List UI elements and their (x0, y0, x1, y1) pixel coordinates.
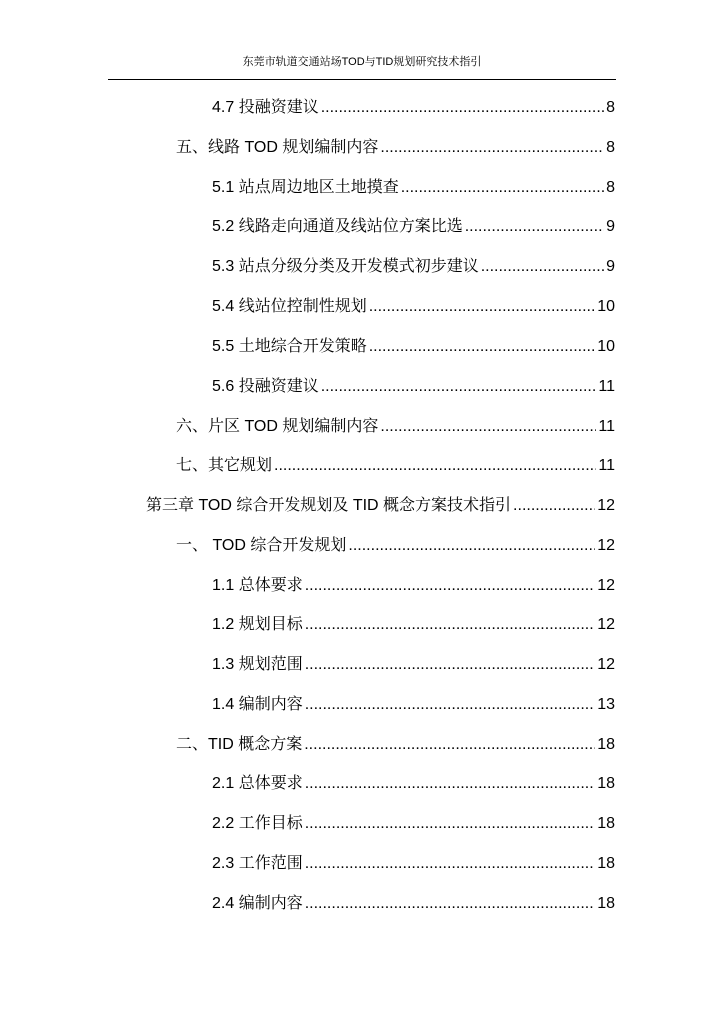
toc-entry-2-1[interactable] (212, 774, 615, 794)
toc-page-number: 18 (597, 855, 615, 872)
toc-entry-2-3[interactable] (212, 854, 615, 874)
toc-entry-label: 1.1 总体要求 (212, 577, 303, 594)
toc-entry-1-3[interactable] (212, 655, 615, 675)
toc-dot-leader (380, 138, 604, 158)
toc-entry-label: 5.4 线站位控制性规划 (212, 298, 367, 315)
toc-dot-leader (305, 854, 596, 874)
toc-entry-5-6[interactable] (212, 377, 615, 397)
toc-dot-leader (305, 576, 596, 596)
toc-entry-5-1[interactable] (212, 178, 615, 198)
toc-entry-label: 5.3 站点分级分类及开发模式初步建议 (212, 258, 479, 275)
toc-entry-label: 2.2 工作目标 (212, 815, 303, 832)
toc-entry-label: 第三章 TOD 综合开发规划及 TID 概念方案技术指引 (146, 497, 512, 514)
toc-entry-4-7[interactable] (212, 98, 615, 118)
toc-entry-section-6[interactable] (176, 417, 615, 437)
toc-page-number: 9 (606, 258, 615, 275)
toc-entry-label: 1.3 规划范围 (212, 656, 303, 673)
toc-dot-leader (305, 774, 596, 794)
toc-page-number: 18 (597, 736, 615, 753)
header-rule (108, 79, 616, 80)
toc-entry-chapter-3[interactable] (146, 496, 615, 516)
toc-entry-label: 5.1 站点周边地区土地摸查 (212, 179, 399, 196)
toc-dot-leader (465, 217, 604, 237)
toc-dot-leader (304, 735, 595, 755)
toc-entry-label: 1.4 编制内容 (212, 696, 303, 713)
toc-dot-leader (369, 337, 596, 357)
toc-entry-label: 2.1 总体要求 (212, 775, 303, 792)
toc-page-number: 8 (606, 179, 615, 196)
toc-entry-label: 5.6 投融资建议 (212, 378, 319, 395)
toc-entry-5-2[interactable] (212, 217, 615, 237)
toc-entry-5-3[interactable] (212, 257, 615, 277)
toc-entry-section-3-1[interactable] (176, 536, 615, 556)
toc-page-number: 12 (597, 577, 615, 594)
toc-dot-leader (348, 536, 595, 556)
toc-page-number: 10 (597, 298, 615, 315)
toc-entry-5-5[interactable] (212, 337, 615, 357)
toc-dot-leader (305, 615, 596, 635)
toc-dot-leader (513, 496, 595, 516)
toc-entry-label: 一、 TOD 综合开发规划 (176, 537, 347, 554)
toc-page-number: 10 (597, 338, 615, 355)
toc-entry-label: 七、其它规划 (176, 457, 273, 474)
toc-dot-leader (274, 456, 596, 476)
toc-entry-label: 五、线路 TOD 规划编制内容 (176, 139, 379, 156)
toc-entry-section-3-2[interactable] (176, 735, 615, 755)
toc-entry-2-4[interactable] (212, 894, 615, 914)
toc-dot-leader (401, 178, 604, 198)
toc-page-number: 9 (606, 218, 615, 235)
toc-page-number: 12 (597, 537, 615, 554)
toc-page-number: 12 (597, 656, 615, 673)
toc-page-number: 18 (597, 895, 615, 912)
toc-entry-label: 1.2 规划目标 (212, 616, 303, 633)
toc-entry-section-7[interactable] (176, 456, 615, 476)
toc-entry-5-4[interactable] (212, 297, 615, 317)
toc-page-number: 12 (597, 616, 615, 633)
toc-entry-1-1[interactable] (212, 576, 615, 596)
toc-entry-label: 2.4 编制内容 (212, 895, 303, 912)
toc-entry-1-4[interactable] (212, 695, 615, 715)
toc-dot-leader (369, 297, 596, 317)
toc-dot-leader (481, 257, 604, 277)
toc-page-number: 18 (597, 775, 615, 792)
toc-page-number: 11 (598, 378, 615, 395)
toc-entry-label: 5.5 土地综合开发策略 (212, 338, 367, 355)
toc-entry-label: 2.3 工作范围 (212, 855, 303, 872)
toc-entry-label: 六、片区 TOD 规划编制内容 (176, 418, 379, 435)
page-header: 东莞市轨道交通站场TOD与TID规划研究技术指引 (242, 56, 482, 68)
toc-entry-label: 二、TID 概念方案 (176, 736, 303, 753)
toc-page-number: 11 (598, 418, 615, 435)
toc-page-number: 8 (606, 139, 615, 156)
toc-dot-leader (305, 814, 596, 834)
toc-dot-leader (305, 894, 596, 914)
toc-page-number: 12 (597, 497, 615, 514)
toc-page-number: 13 (597, 696, 615, 713)
toc-entry-label: 4.7 投融资建议 (212, 99, 319, 116)
toc-entry-section-5[interactable] (176, 138, 615, 158)
toc-page-number: 18 (597, 815, 615, 832)
toc-dot-leader (321, 98, 604, 118)
toc-dot-leader (321, 377, 597, 397)
toc-entry-2-2[interactable] (212, 814, 615, 834)
toc-entry-1-2[interactable] (212, 615, 615, 635)
toc-page-number: 8 (606, 99, 615, 116)
toc-entry-label: 5.2 线路走向通道及线站位方案比选 (212, 218, 463, 235)
toc-page-number: 11 (598, 457, 615, 474)
toc-dot-leader (380, 417, 596, 437)
toc-dot-leader (305, 655, 596, 675)
toc-dot-leader (305, 695, 596, 715)
